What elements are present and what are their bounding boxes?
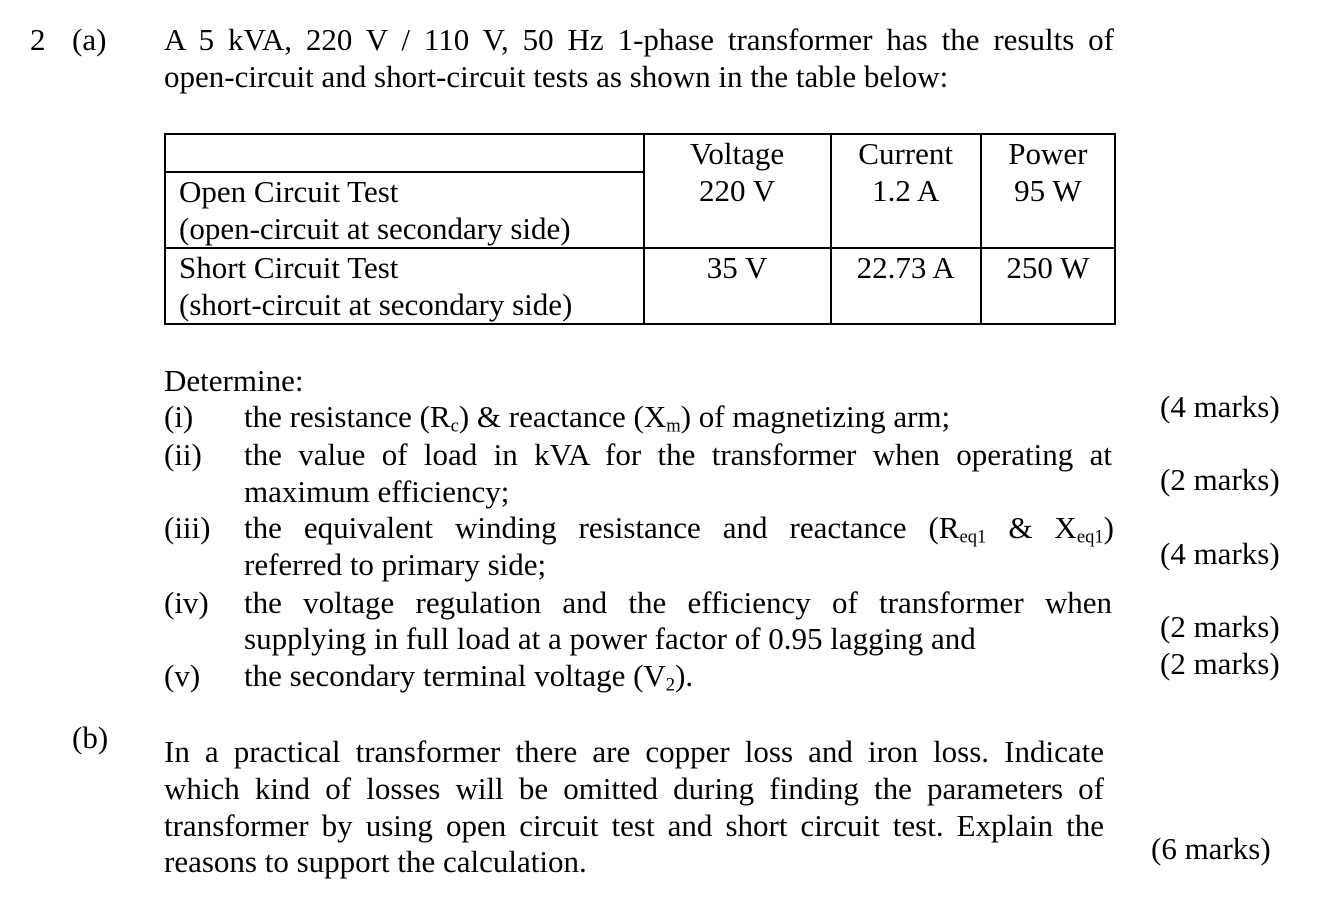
- item-iv-line2: supplying in full load at a power factor of 0.95 lagging and: [244, 621, 976, 656]
- table-header-current: Current: [831, 134, 981, 172]
- part-b-line3: transformer by using open circuit test and short circuit test. Explain the: [164, 808, 1104, 843]
- open-circuit-power: 95 W: [981, 172, 1115, 248]
- question-number: 2: [30, 22, 46, 57]
- table-header-row: [165, 134, 1115, 172]
- table-header-empty: [165, 134, 644, 172]
- item-iii-line2: referred to primary side;: [244, 547, 547, 582]
- item-i-text: the resistance $(R_c)$ & reactance $(X_m)$ of magnetizing arm;: [244, 399, 951, 437]
- table-row: [165, 172, 1115, 248]
- short-circuit-voltage: 35 V: [644, 248, 831, 324]
- item-ii-line2: maximum efficiency;: [244, 474, 510, 509]
- item-iii-line1: the equivalent winding resistance and reactance ($R_{eq1}$ & $X_{eq1}$): [244, 510, 1114, 548]
- test-results-table: [164, 133, 1116, 325]
- short-circuit-current: 22.73 A: [831, 248, 981, 324]
- table-row: [165, 248, 1115, 324]
- item-v-number: (v): [164, 658, 201, 693]
- item-ii-marks: (2 marks): [1160, 462, 1280, 497]
- table-header-voltage: Voltage: [644, 134, 831, 172]
- item-iv-number: (iv): [164, 585, 209, 620]
- part-b-line2: which kind of losses will be omitted during finding the parameters of: [164, 771, 1104, 806]
- part-a-intro-line2: open-circuit and short-circuit tests as shown in the table below:: [164, 59, 949, 94]
- determine-label: Determine:: [164, 363, 304, 398]
- open-circuit-voltage: 220 V: [644, 172, 831, 248]
- item-v-text: the secondary terminal voltage $(V_2)$.: [244, 658, 694, 696]
- short-circuit-power: 250 W: [981, 248, 1115, 324]
- item-ii-line1: the value of load in kVA for the transformer when operating at: [244, 437, 1112, 472]
- item-iii-marks: (4 marks): [1160, 536, 1280, 571]
- part-b-label: (b): [72, 720, 109, 755]
- part-b-marks: (6 marks): [1151, 831, 1271, 866]
- part-b-line4: reasons to support the calculation.: [164, 844, 587, 879]
- item-i-number: (i): [164, 399, 194, 434]
- item-ii-number: (ii): [164, 437, 202, 472]
- item-iii-number: (iii): [164, 510, 211, 545]
- table-header-power: Power: [981, 134, 1115, 172]
- item-iv-line1: the voltage regulation and the efficiency of transformer when: [244, 585, 1112, 620]
- part-a-label: (a): [72, 22, 107, 57]
- part-a-intro-line1: A 5 kVA, 220 V / 110 V, 50 Hz 1-phase transformer has the results of: [164, 22, 1114, 57]
- item-iv-marks: (2 marks): [1160, 609, 1280, 644]
- part-b-line1: In a practical transformer there are copper loss and iron loss. Indicate: [164, 734, 1104, 769]
- short-circuit-label: Short Circuit Test (short-circuit at secondary side): [165, 248, 644, 324]
- open-circuit-current: 1.2 A: [831, 172, 981, 248]
- item-i-marks: (4 marks): [1160, 389, 1280, 424]
- item-v-marks: (2 marks): [1160, 646, 1280, 681]
- open-circuit-label: Open Circuit Test (open-circuit at secondary side): [165, 172, 644, 248]
